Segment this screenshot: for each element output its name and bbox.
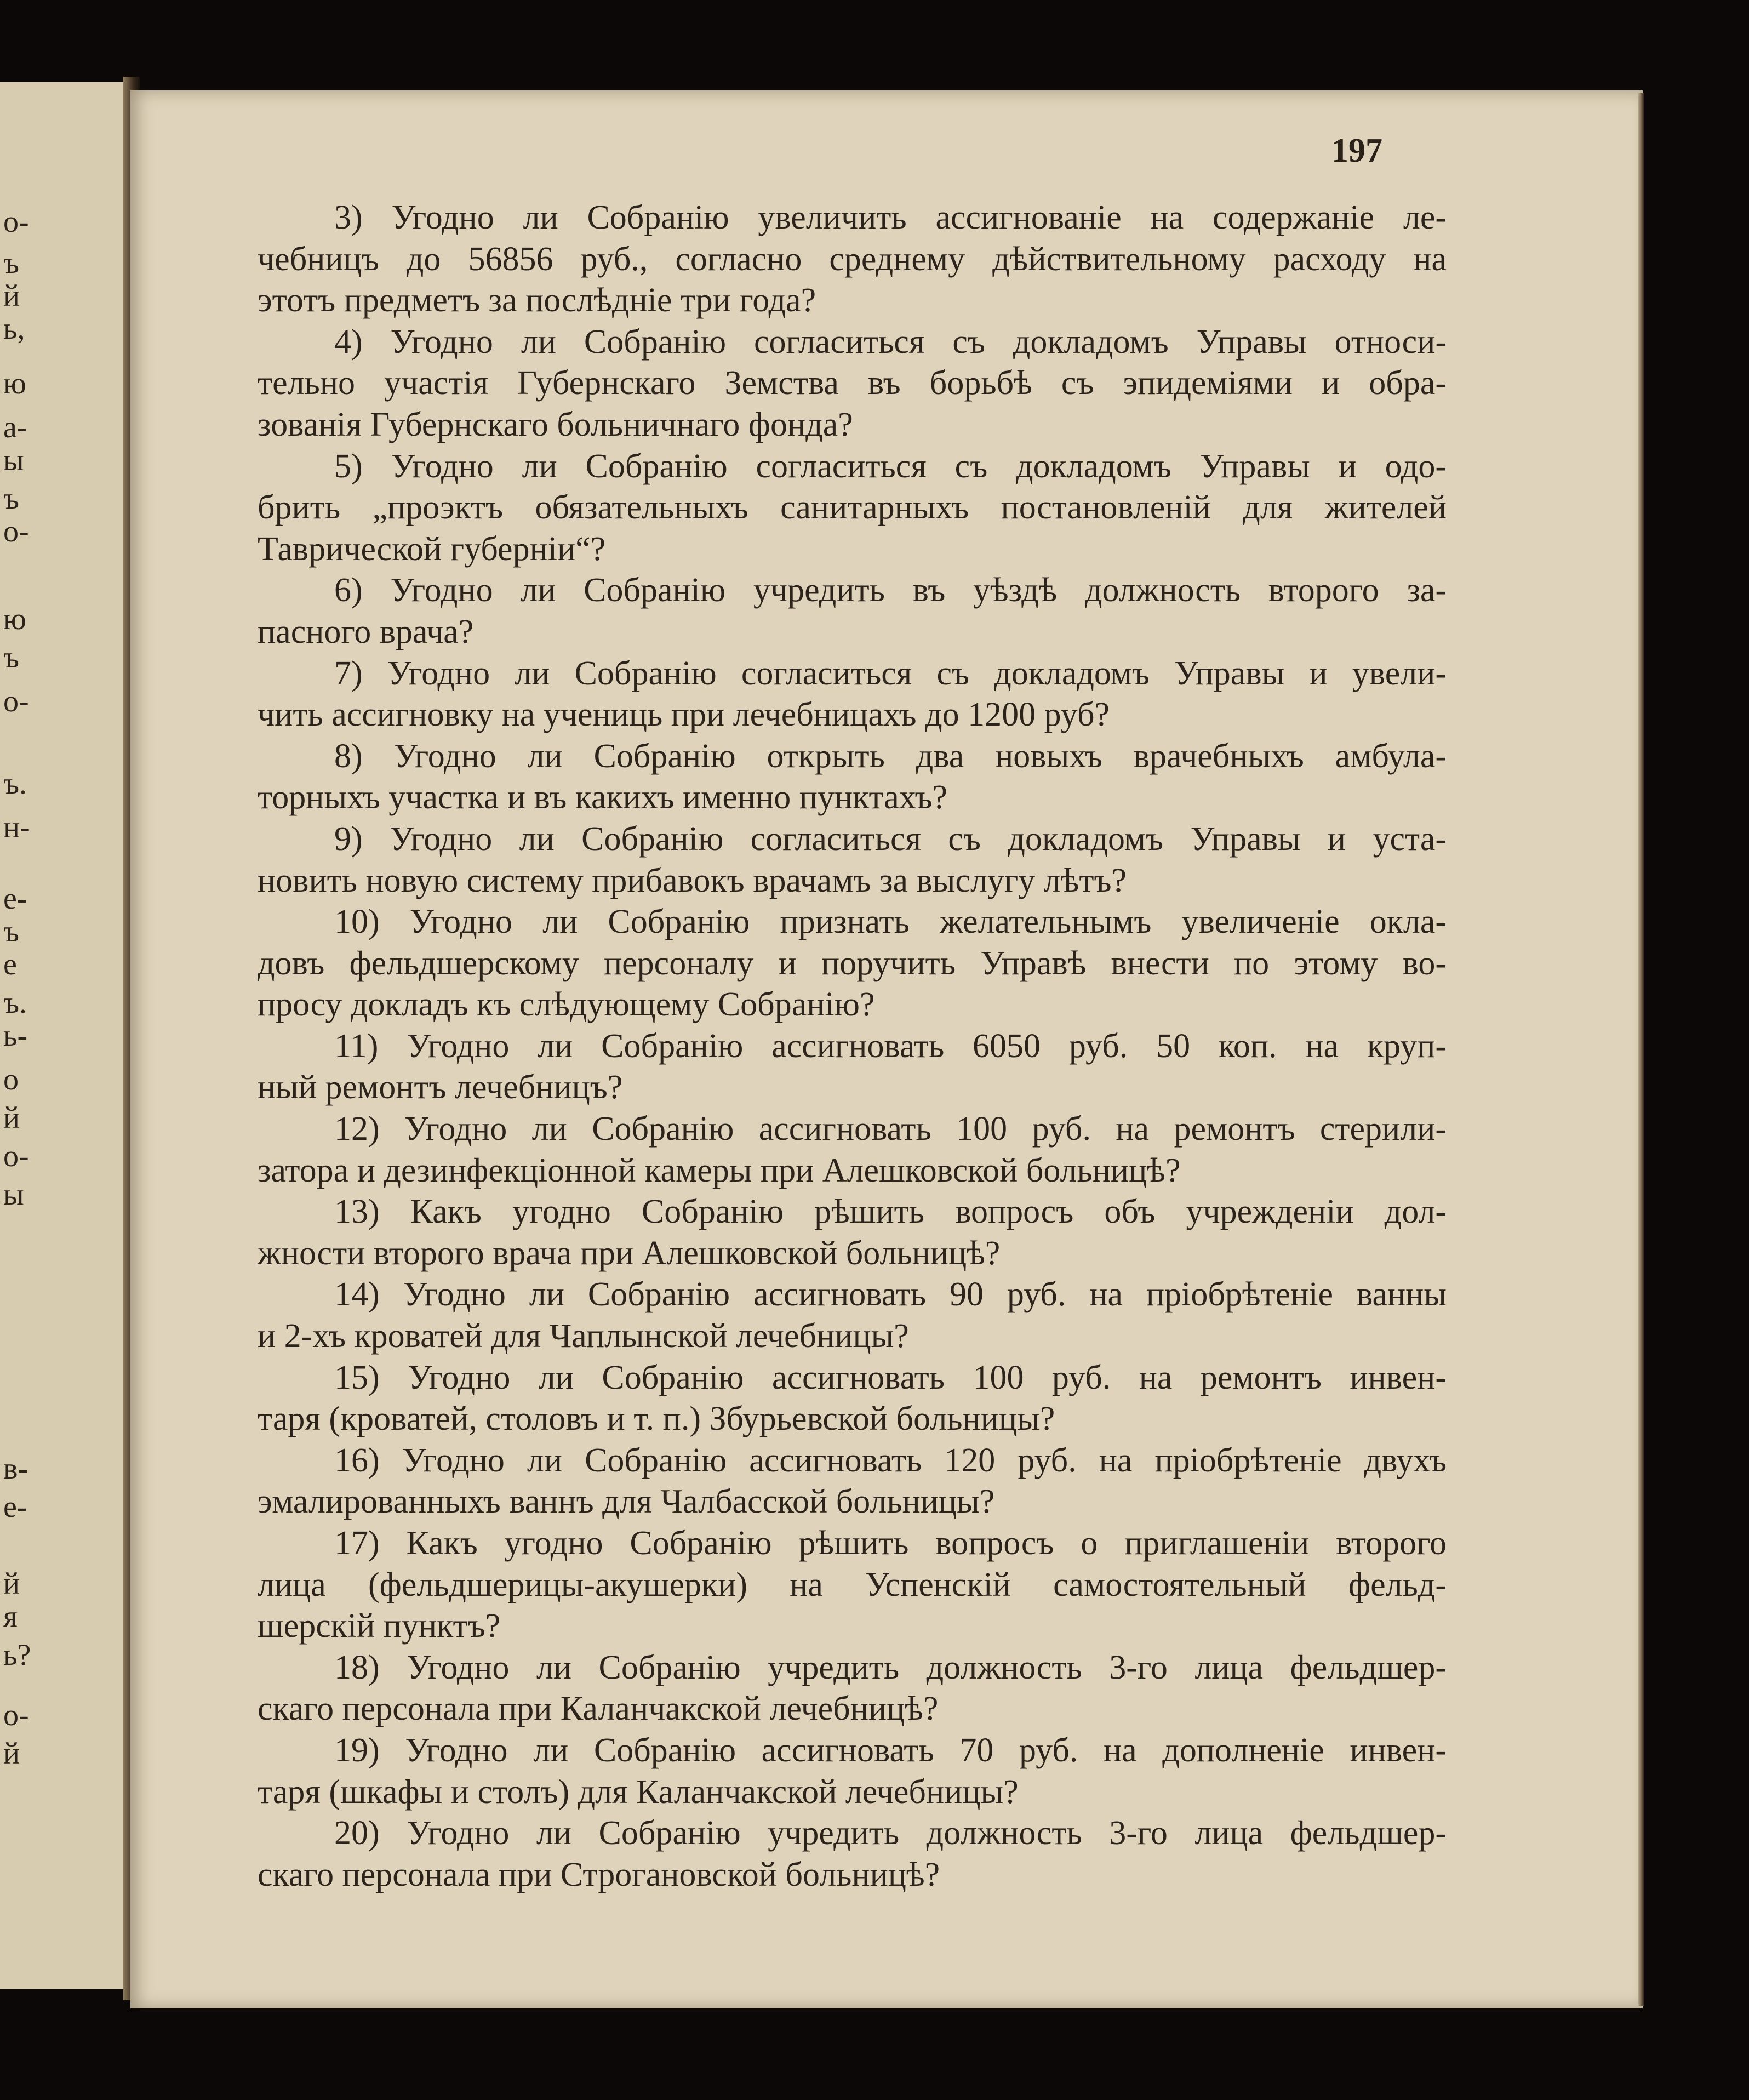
previous-page-fragment-text: е [3, 948, 17, 981]
question-line: этотъ предметъ за послѣдніе три года? [258, 282, 816, 319]
question-line: 12) Угодно ли Собранію ассигновать 100 руб. на ремонтъ стерили- [334, 1110, 1447, 1148]
question-item [258, 197, 1447, 322]
question-line: ный ремонтъ лечебницъ? [258, 1069, 623, 1106]
question-line: пасного врача? [258, 613, 474, 650]
previous-page-fragment-text: ь? [3, 1638, 31, 1672]
previous-page-fragment-text: о- [3, 205, 29, 239]
previous-page-fragment-text: ъ [3, 482, 19, 516]
question-line: просу докладъ къ слѣдующему Собранію? [258, 986, 875, 1024]
question-item [258, 1357, 1447, 1440]
question-item [258, 1647, 1447, 1730]
previous-page-fragment-text: ь- [3, 1019, 28, 1053]
previous-page-fragment-text: ъ [3, 641, 19, 675]
question-line: Таврической губерніи“? [258, 530, 606, 568]
previous-page-fragment-text: ъ. [3, 767, 27, 801]
previous-page-fragment-text: о- [3, 515, 29, 549]
question-line: 19) Угодно ли Собранію ассигновать 70 руб. на дополненіе инвен- [334, 1731, 1447, 1769]
previous-page-fragment-text: о- [3, 1139, 29, 1173]
question-line: новить новую систему прибавокъ врачамъ за выслугу лѣтъ? [258, 861, 1127, 899]
question-line: 5) Угодно ли Собранію согласиться съ докладомъ Управы и одо- [334, 447, 1447, 485]
question-item [258, 446, 1447, 570]
previous-page-fragment-text: в- [3, 1452, 28, 1486]
previous-page-fragment-text: ы [3, 1178, 24, 1212]
question-item [258, 1274, 1447, 1357]
previous-page-text-edge [0, 82, 137, 1989]
question-line: 14) Угодно ли Собранію ассигновать 90 руб. на пріобрѣтеніе ванны [334, 1276, 1447, 1314]
question-line: 10) Угодно ли Собранію признать желательнымъ увеличеніе окла- [334, 903, 1447, 941]
question-line: тельно участія Губернскаго Земства въ борьбѣ съ эпидеміями и обра- [258, 364, 1447, 402]
question-line: таря (шкафы и столъ) для Каланчакской лечебницы? [258, 1773, 1019, 1811]
question-line: 13) Какъ угодно Собранію рѣшить вопросъ объ учрежденіи дол- [334, 1193, 1447, 1231]
question-item [258, 322, 1447, 446]
question-line: 4) Угодно ли Собранію согласиться съ докладомъ Управы относи- [334, 323, 1447, 361]
question-item [258, 1109, 1447, 1191]
question-line: жности второго врача при Алешковской больницѣ? [258, 1234, 1001, 1272]
question-line: 8) Угодно ли Собранію открыть два новыхъ врачебныхъ амбула- [334, 737, 1447, 775]
question-line: затора и дезинфекціонной камеры при Алешковской больницѣ? [258, 1151, 1181, 1189]
question-line: 9) Угодно ли Собранію согласиться съ докладомъ Управы и уста- [334, 820, 1447, 858]
previous-page-fragment-text: ю [3, 602, 26, 636]
question-item [258, 819, 1447, 901]
question-line: и 2-хъ кроватей для Чаплынской лечебницы? [258, 1317, 909, 1355]
page-number: 197 [1331, 132, 1382, 169]
previous-page-fragment-text: ъ [3, 246, 19, 280]
question-line: торныхъ участка и въ какихъ именно пунктахъ? [258, 779, 948, 817]
previous-page-fragment-text: й [3, 279, 20, 313]
previous-page-fragment-text: о [3, 1063, 19, 1097]
question-item [258, 1191, 1447, 1274]
question-line: 16) Угодно ли Собранію ассигновать 120 руб. на пріобрѣтеніе двухъ [334, 1441, 1447, 1479]
question-item [258, 1440, 1447, 1523]
question-line: шерскій пунктъ? [258, 1607, 501, 1645]
question-line: брить „проэктъ обязательныхъ санитарныхъ постановленій для жителей [258, 489, 1447, 527]
question-line: чебницъ до 56856 руб., согласно среднему дѣйствительному расходу на [258, 240, 1447, 278]
question-item [258, 1813, 1447, 1896]
previous-page-fragment-text: я [3, 1600, 18, 1634]
question-item [258, 1026, 1447, 1109]
question-item [258, 736, 1447, 819]
question-line: довъ фельдшерскому персоналу и поручить Управѣ внести по этому во- [258, 944, 1447, 982]
previous-page-fragment-text: й [3, 1737, 20, 1771]
question-line: 15) Угодно ли Собранію ассигновать 100 руб. на ремонтъ инвен- [334, 1359, 1447, 1396]
previous-page-fragment-text: й [3, 1567, 20, 1601]
question-line: эмалированныхъ ваннъ для Чалбасской больницы? [258, 1483, 995, 1521]
previous-page-fragment-text: е- [3, 882, 27, 916]
previous-page-fragment-text: ю [3, 367, 26, 401]
question-line: зованія Губернскаго больничнаго фонда? [258, 406, 853, 443]
question-item [258, 653, 1447, 736]
question-line: 20) Угодно ли Собранію учредить должность 3-го лица фельдшер- [334, 1814, 1447, 1852]
question-line: чить ассигновку на учениць при лечебницахъ до 1200 руб? [258, 696, 1110, 734]
previous-page-fragment-text: ъ [3, 915, 19, 949]
question-line: 3) Угодно ли Собранію увеличить ассигнованіе на содержаніе ле- [334, 199, 1447, 236]
previous-page-fragment-text: а- [3, 410, 27, 444]
previous-page-fragment-text: н- [3, 811, 30, 844]
question-line: таря (кроватей, столовъ и т. п.) Збурьевской больницы? [258, 1400, 1055, 1438]
question-item [258, 570, 1447, 653]
previous-page-fragment-text: ы [3, 443, 24, 477]
previous-page-fragment-text: о- [3, 1698, 29, 1732]
previous-page-fragment-text: о- [3, 684, 29, 718]
question-line: лица (фельдшерицы-акушерки) на Успенскій самостоятельный фельд- [258, 1566, 1447, 1603]
question-line: 7) Угодно ли Собранію согласиться съ докладомъ Управы и увели- [334, 654, 1447, 692]
previous-page-fragment [0, 82, 137, 1989]
previous-page-fragment-text: е- [3, 1490, 27, 1524]
previous-page-fragment-text: ъ. [3, 986, 27, 1020]
questions-list [258, 197, 1447, 1896]
question-line: скаго персонала при Каланчакской лечебницѣ? [258, 1690, 939, 1728]
question-line: 11) Угодно ли Собранію ассигновать 6050 руб. 50 коп. на круп- [334, 1027, 1447, 1065]
page-edge [1638, 93, 1644, 2006]
previous-page-fragment-text: й [3, 1101, 20, 1135]
question-line: 18) Угодно ли Собранію учредить должность 3-го лица фельдшер- [334, 1648, 1447, 1686]
question-line: 6) Угодно ли Собранію учредить въ уѣздѣ должность второго за- [334, 572, 1447, 609]
question-line: 17) Какъ угодно Собранію рѣшить вопросъ о приглашеніи второго [334, 1525, 1447, 1562]
question-line: скаго персонала при Строгановской больницѣ? [258, 1856, 940, 1893]
question-item [258, 901, 1447, 1026]
question-item [258, 1730, 1447, 1813]
question-item [258, 1523, 1447, 1647]
previous-page-fragment-text: ь, [3, 312, 25, 346]
